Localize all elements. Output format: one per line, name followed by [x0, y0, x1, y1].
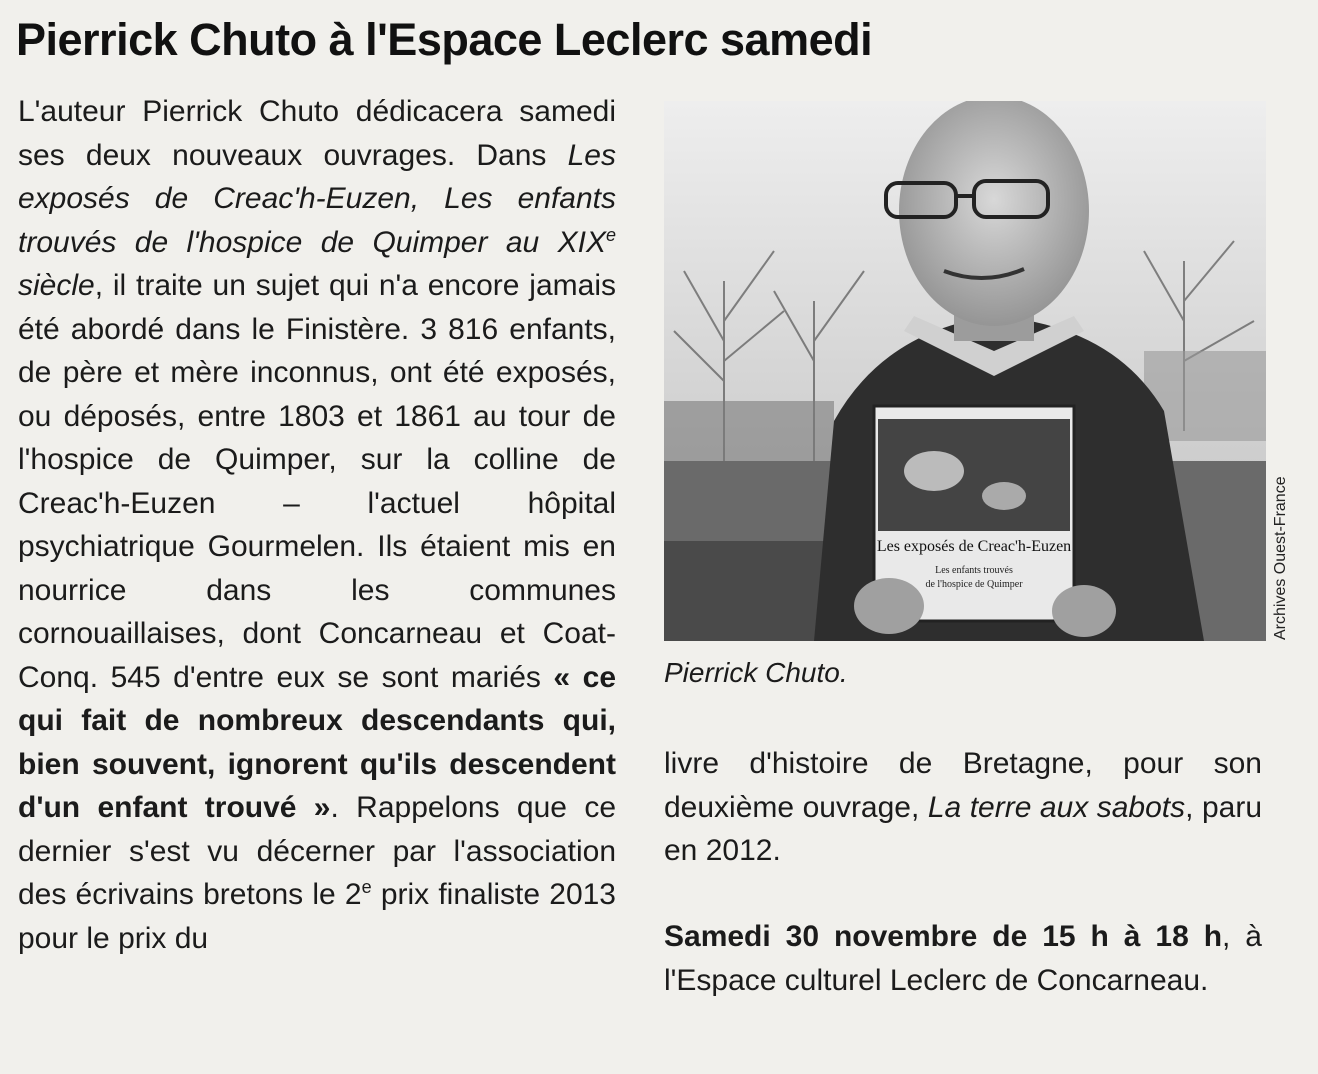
article-body-column-1: L'auteur Pierrick Chuto dédicacera samedi ses deux nouveaux ouvrages. Dans Les exposés de Creac'h-Euzen, Les enfants trouvés de l'hospice de Quimper au XIXe siècle, il traite un sujet qui n'a encore jamais été abordé dans le Finistère. 3 816 enfants, de père et mère inconnus, ont été exposés, ou déposés, entre 1803 et 1861 au tour de l'hospice de Quimper, sur la colline de Creac'h-Euzen – l'actuel hôpital psychiatrique Gourmelen. Ils étaient mis en nourrice dans les communes cornouaillaises, dont Concarneau et Coat-Conq. 545 d'entre eux se sont mariés « ce qui fait de nombreux descendants qui, bien souvent, ignorent qu'ils descendent d'un enfant trouvé ». Rappelons que ce dernier s'est vu décerner par l'association des écrivains bretons le 2e prix finaliste 2013 pour le prix du [18, 95, 617, 955]
book-title: Les exposés de Creac'h-Euzen [876, 538, 1072, 555]
body-text: livre d'histoire de Bretagne, pour son deuxième ouvrage, [664, 747, 1262, 824]
author-photo [664, 101, 1266, 641]
quote: « ce qui fait de nombreux descendants qui, bien souvent, ignorent qu'ils descendent d'un enfant trouvé » [18, 660, 617, 824]
book-title-1: Les exposés de Creac'h-Euzen, Les enfants trouvés de l'hospice de Quimper au XIXe siècle [18, 138, 616, 302]
superscript: e [361, 877, 372, 897]
book-title-2: La terre aux sabots [927, 790, 1186, 824]
book-subtitle-1: Les enfants trouvés [935, 565, 1013, 576]
body-text: L'auteur Pierrick Chuto dédicacera samedi ses deux nouveaux ouvrages. Dans [18, 95, 616, 172]
article-body-column-2 [664, 742, 1262, 873]
superscript: e [605, 224, 616, 245]
event-location: , à l'Espace culturel Leclerc de Concarneau. [664, 920, 1262, 997]
article-headline: Pierrick Chuto à l'Espace Leclerc samedi [16, 14, 873, 65]
body-text: . Rappelons que ce dernier s'est vu décerner par l'association des écrivains bretons le 2 [18, 791, 616, 911]
body-text: , il traite un sujet qui n'a encore jamais été abordé dans le Finistère. 3 816 enfants, de père et mère inconnus, ont été exposés, ou déposés, entre 1803 et 1861 au tour de l'hospice de Quimper, sur la colline de Creac'h-Euzen – l'actuel hôpital psychiatrique Gourmelen. Ils étaient mis en nourrice dans les communes cornouaillaises, dont Concarneau et Coat-Conq. 545 d'entre eux se sont mariés [18, 269, 616, 694]
photo-credit: Archives Ouest-France [1272, 476, 1289, 640]
event-info [664, 915, 1262, 1002]
photo-illustration [664, 101, 1266, 641]
photo-caption: Pierrick Chuto. [664, 657, 848, 688]
body-text: , paru en 2012. [664, 790, 1262, 867]
event-date: Samedi 30 novembre de 15 h à 18 h [664, 920, 1223, 953]
book-subtitle-2: de l'hospice de Quimper [925, 579, 1023, 590]
